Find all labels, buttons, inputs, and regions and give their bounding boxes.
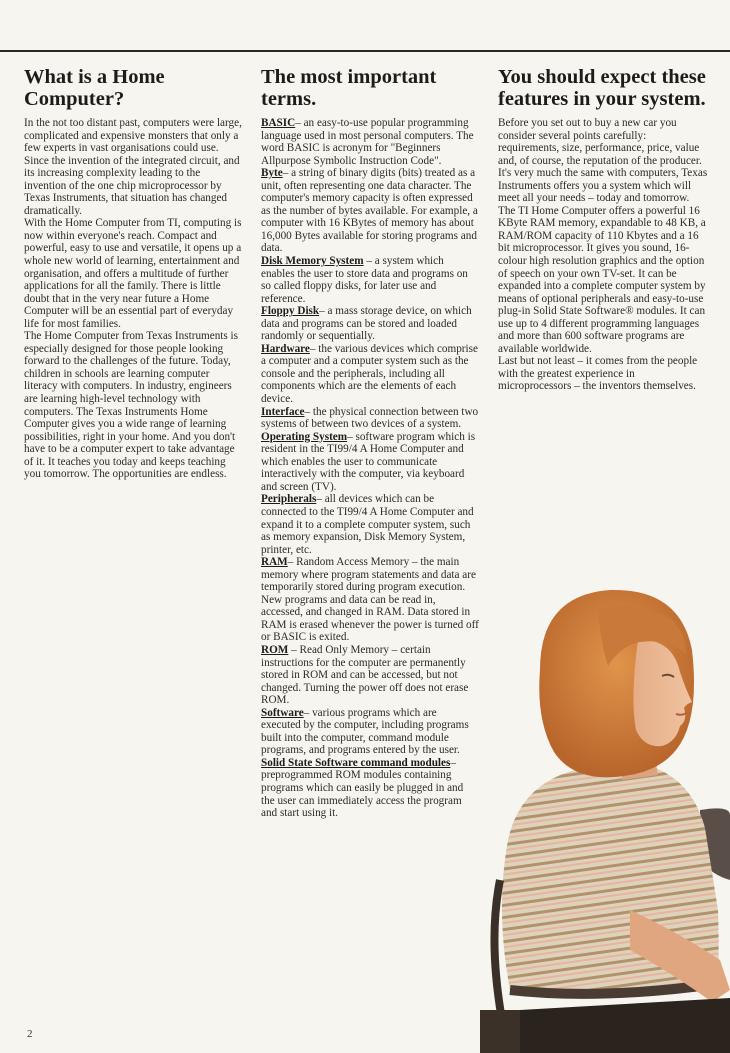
term-definition: – a system which enables the user to store data and programs on so called floppy disks, for later use and reference. — [261, 255, 468, 305]
heading-features: You should expect these features in your system. — [498, 66, 706, 110]
term-entry — [261, 707, 479, 757]
term-entry — [261, 255, 479, 305]
term-name: Peripherals — [261, 493, 317, 506]
term-definition: – a mass storage device, on which data and programs can be stored and loaded randomly or sequentially. — [261, 305, 472, 343]
term-name: BASIC — [261, 117, 296, 129]
term-definition: – an easy-to-use popular programming language used in most personal computers. The word BASIC is acronym for "Beginners Allpurpose Symbolic Instruction Code". — [261, 117, 474, 167]
heading-home-computer: What is a Home Computer? — [24, 66, 165, 110]
term-definition: – Random Access Memory – the main memory where program statements and data are temporarily stored during program execution. New programs and data can be read in, accessed, and changed in RAM. Data stored in RAM is erased whenever the power is turned off or BASIC is exited. — [261, 556, 479, 644]
term-name: Solid State Software command modules — [261, 756, 451, 769]
term-definition: – the physical connection between two systems of between two devices of a system. — [261, 405, 479, 431]
term-entry — [261, 431, 479, 494]
term-definition: – preprogrammed ROM modules containing programs which can easily be plugged in and the user can immediately access the program and start using it. — [261, 756, 464, 820]
term-definition: – various programs which are executed by the computer, including programs built into the computer, command module programs, and programs entered by the user. — [261, 706, 469, 757]
paragraph: In the not too distant past, computers were large, complicated and expensive monsters that only a few experts in vast organisations could use. Since the invention of the integrated circuit, and its increasing complexity leading to the invention of the one chip microprocessor by Texas Instruments, that situation has changed dramatically. — [24, 117, 242, 217]
paragraph: Last but not least – it comes from the people with the greatest experience in microprocessors – the inventors themselves. — [498, 355, 698, 393]
term-definition: – all devices which can be connected to the TI99/4 A Home Computer and expand it to a complete computer system, such as memory expansion, Disk Memory System, printer, etc. — [261, 493, 474, 556]
girl-photo — [480, 580, 730, 1053]
term-entry — [261, 556, 479, 644]
term-name: Software — [261, 706, 304, 719]
top-rule — [0, 50, 730, 52]
term-entry — [261, 406, 479, 431]
term-definition: – a string of binary digits (bits) treated as a unit, often representing one data character. The computer's memory capacity is often expressed as the number of bytes available. For example, a computer with 16 KBytes of memory has about 16,000 Bytes available for storing programs and data. — [261, 167, 478, 255]
heading-terms: The most important terms. — [261, 66, 437, 110]
term-name: ROM — [261, 643, 289, 656]
term-definition: – Read Only Memory – certain instructions for the computer are permanently stored in ROM and can be accessed, but not changed. Turning the power off does not erase ROM. — [261, 643, 469, 707]
term-entry — [261, 493, 479, 556]
paragraph: Before you set out to buy a new car you consider several points carefully: requirements, size, performance, price, value and, of course, the reputation of the producer. It's very much the same with computers, Texas Instruments offers you a system which will meet all your needs – today and tomorrow. — [498, 117, 708, 205]
term-name: Floppy Disk — [261, 305, 320, 318]
term-entry — [261, 117, 479, 167]
term-entry — [261, 644, 479, 707]
paragraph: The Home Computer from Texas Instruments is especially designed for those people looking forward to the challenges of the future. Today, children in schools are learning computer literacy with computers. In industry, engineers are learning high-level technology with computers. The Texas Instruments Home Computer gives you a wide range of learning possibilities, right in your home. And you don't have to be a computer expert to take advantage of it. It teaches you today and keeps teaching you tomorrow. The opportunities are endless. — [24, 330, 239, 481]
term-name: Interface — [261, 405, 305, 418]
paragraph: With the Home Computer from TI, computing is now within everyone's reach. Compact and powerful, easy to use and versatile, it opens up a whole new world of learning, entertainment and organisation, and offers a multitude of further applications for all the family. There is little doubt that in the very near future a Home Computer will be an essential part of everyday life for most families. — [24, 217, 242, 330]
column-home-computer — [24, 66, 242, 481]
term-entry — [261, 167, 479, 255]
term-name: Operating System — [261, 430, 348, 443]
term-definition: – the various devices which comprise a computer and a computer system such as the console and the peripherals, including all components which are the elements of each device. — [261, 342, 478, 406]
paragraph: The TI Home Computer offers a powerful 16 KByte RAM memory, expandable to 48 KB, a RAM/ROM capacity of 110 Kbytes and a 16 bit microprocessor. It gives you sound, 16-colour high resolution graphics and the option of speech on your own TV-set. It can be expanded into a complete computer system by means of optional peripherals and easy-to-use plug-in Solid State Software® modules. It can use up to 4 different programming languages and more than 600 software programs are available worldwide. — [498, 204, 706, 355]
term-entry — [261, 757, 479, 820]
term-name: RAM — [261, 556, 288, 569]
term-name: Byte — [261, 167, 283, 180]
page-number: 2 — [27, 1028, 33, 1040]
term-name: Disk Memory System — [261, 255, 364, 268]
column-terms — [261, 66, 479, 820]
term-entry — [261, 305, 479, 343]
column-features — [498, 66, 710, 393]
term-name: Hardware — [261, 342, 310, 355]
term-entry — [261, 343, 479, 406]
term-definition: – software program which is resident in the TI99/4 A Home Computer and which enables the user to communicate interactively with the computer, via keyboard and screen (TV). — [261, 430, 476, 493]
